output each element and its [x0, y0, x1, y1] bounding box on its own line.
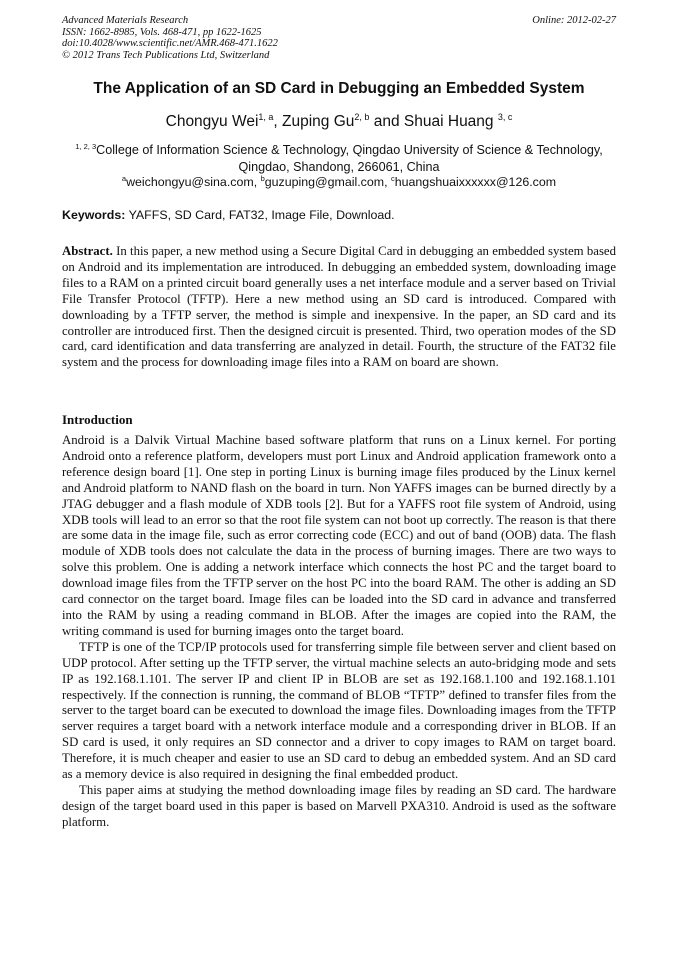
email-sup: a: [121, 174, 127, 183]
email-list: [62, 174, 616, 189]
abstract-text: In this paper, a new method using a Secure Digital Card in debugging an embedded system based on Android and its implementation are introduced. In debugging an embedded system, downloading image files to a RAM on a printed circuit board generally uses a net interface module and a server based on Trivial File Transfer Protocol (TFTP). Here a new method using an SD card is introduced. Compared with downloading by a TFTP server, the method is simple and inexpensive. In the paper, an SD card and its controller are introduced first. Then the designed circuit is presented. Third, two operation modes of the SD card, card identification and data transferring are analyzed in detail. Fourth, the structure of the FAT32 file system and the process for downloading image files into a RAM on board are shown.: [62, 244, 616, 370]
author-list: [40, 112, 638, 131]
email-address: weichongyu@sina.com: [126, 175, 254, 190]
publication-info: [62, 15, 422, 61]
paper-title: The Application of an SD Card in Debugging an Embedded System: [93, 80, 585, 97]
email-address: huangshuaixxxxxx@126.com: [394, 175, 557, 190]
author-name: Zuping Gu: [282, 113, 355, 131]
section-heading-introduction: Introduction: [62, 412, 133, 427]
email-separator: ,: [384, 175, 391, 190]
paragraph: This paper aims at studying the method downloading image files by reading an SD card. The hardware design of the target board used in this paper is based on Marvell PXA310. Android is used as the software platform.: [62, 782, 616, 829]
keywords-label: Keywords:: [62, 208, 126, 222]
abstract-label: Abstract.: [62, 244, 113, 258]
email-separator: ,: [253, 175, 261, 190]
author-separator: ,: [273, 113, 283, 131]
affiliation-text: College of Information Science & Technology, Qingdao University of Science & Technology,: [96, 143, 603, 158]
keywords: [62, 208, 616, 222]
affiliation-sup: 1, 2, 3: [75, 142, 97, 151]
email-sup: b: [260, 174, 265, 183]
author-name: Shuai Huang: [403, 113, 494, 131]
author-sup: 2, b: [354, 112, 370, 122]
author-separator: and: [369, 113, 404, 131]
affiliation-line-2: Qingdao, Shandong, 266061, China: [238, 160, 440, 175]
journal-name: Advanced Materials Research: [62, 15, 189, 26]
affiliation-line: [62, 138, 616, 159]
email-sup: c: [390, 174, 395, 183]
copyright-line: © 2012 Trans Tech Publications Ltd, Switzerland: [62, 49, 270, 61]
paragraph: Android is a Dalvik Virtual Machine based software platform that runs on a Linux kernel. For porting Android onto a reference platform, developers must port Linux and Android application framework onto a reference design board [1]. One step in porting Linux is burning image files produced by the Linux kernel and Android platform to NAND flash on the board in turn. Non YAFFS images can be burned directly by a JTAG debugger and a flash module of XDB tools [2]. But for a YAFFS root file system of Android, using XDB tools will lead to an error so that the root file system can not boot up correctly. The reason is that there are some data in the image file, such as error correcting code (ECC) and out of band (OOB) data. The flash module of XDB tools does not calculate the data in the process of burning images. There are two ways to solve this problem. One is adding a network interface which connects the host PC and the target board to download image files from the TFTP server on the host PC into the board RAM. The other is adding an SD card connector on the target board. Image files can be loaded into the SD card in advance and transferred into the RAM by using a reading command in BLOB. After the images are copied into the RAM, the writing command is used for burning images onto the target board.: [62, 433, 616, 638]
abstract: [62, 244, 616, 371]
issn-line: ISSN: 1662-8985, Vols. 468-471, pp 1622-1625: [62, 26, 262, 38]
author-sup: 3, c: [497, 112, 513, 122]
doi-line: doi:10.4028/www.scientific.net/AMR.468-471.1622: [62, 38, 278, 49]
author-sup: 1, a: [258, 112, 274, 122]
online-date: Online: 2012-02-27: [532, 15, 616, 26]
affiliation: [62, 138, 616, 176]
keywords-text: YAFFS, SD Card, FAT32, Image File, Download.: [125, 208, 395, 222]
email-address: guzuping@gmail.com: [264, 175, 385, 190]
introduction-body: [62, 433, 616, 831]
paragraph: TFTP is one of the TCP/IP protocols used for transferring simple file between server and client based on UDP protocol. After setting up the TFTP server, the virtual machine selects an auto-bridging mode and sets IP as 192.168.1.101. The server IP and client IP in BLOB are set as 192.168.1.100 and 192.168.1.101 respectively. If the connection is running, the command of BLOB “TFTP” defined to transfer files from the server to the target board can be executed to download the image files. Downloading images from the TFTP server requires a target board with a network interface module and a corresponding driver in BLOB. If an SD card is used, it only requires an SD connector and a driver to copy images to RAM on target board. Therefore, it is much cheaper and easier to use an SD card to debug an embedded system. And an SD card as a memory device is also required in designing the final embedded product.: [62, 639, 616, 782]
author-name: Chongyu Wei: [165, 113, 259, 131]
